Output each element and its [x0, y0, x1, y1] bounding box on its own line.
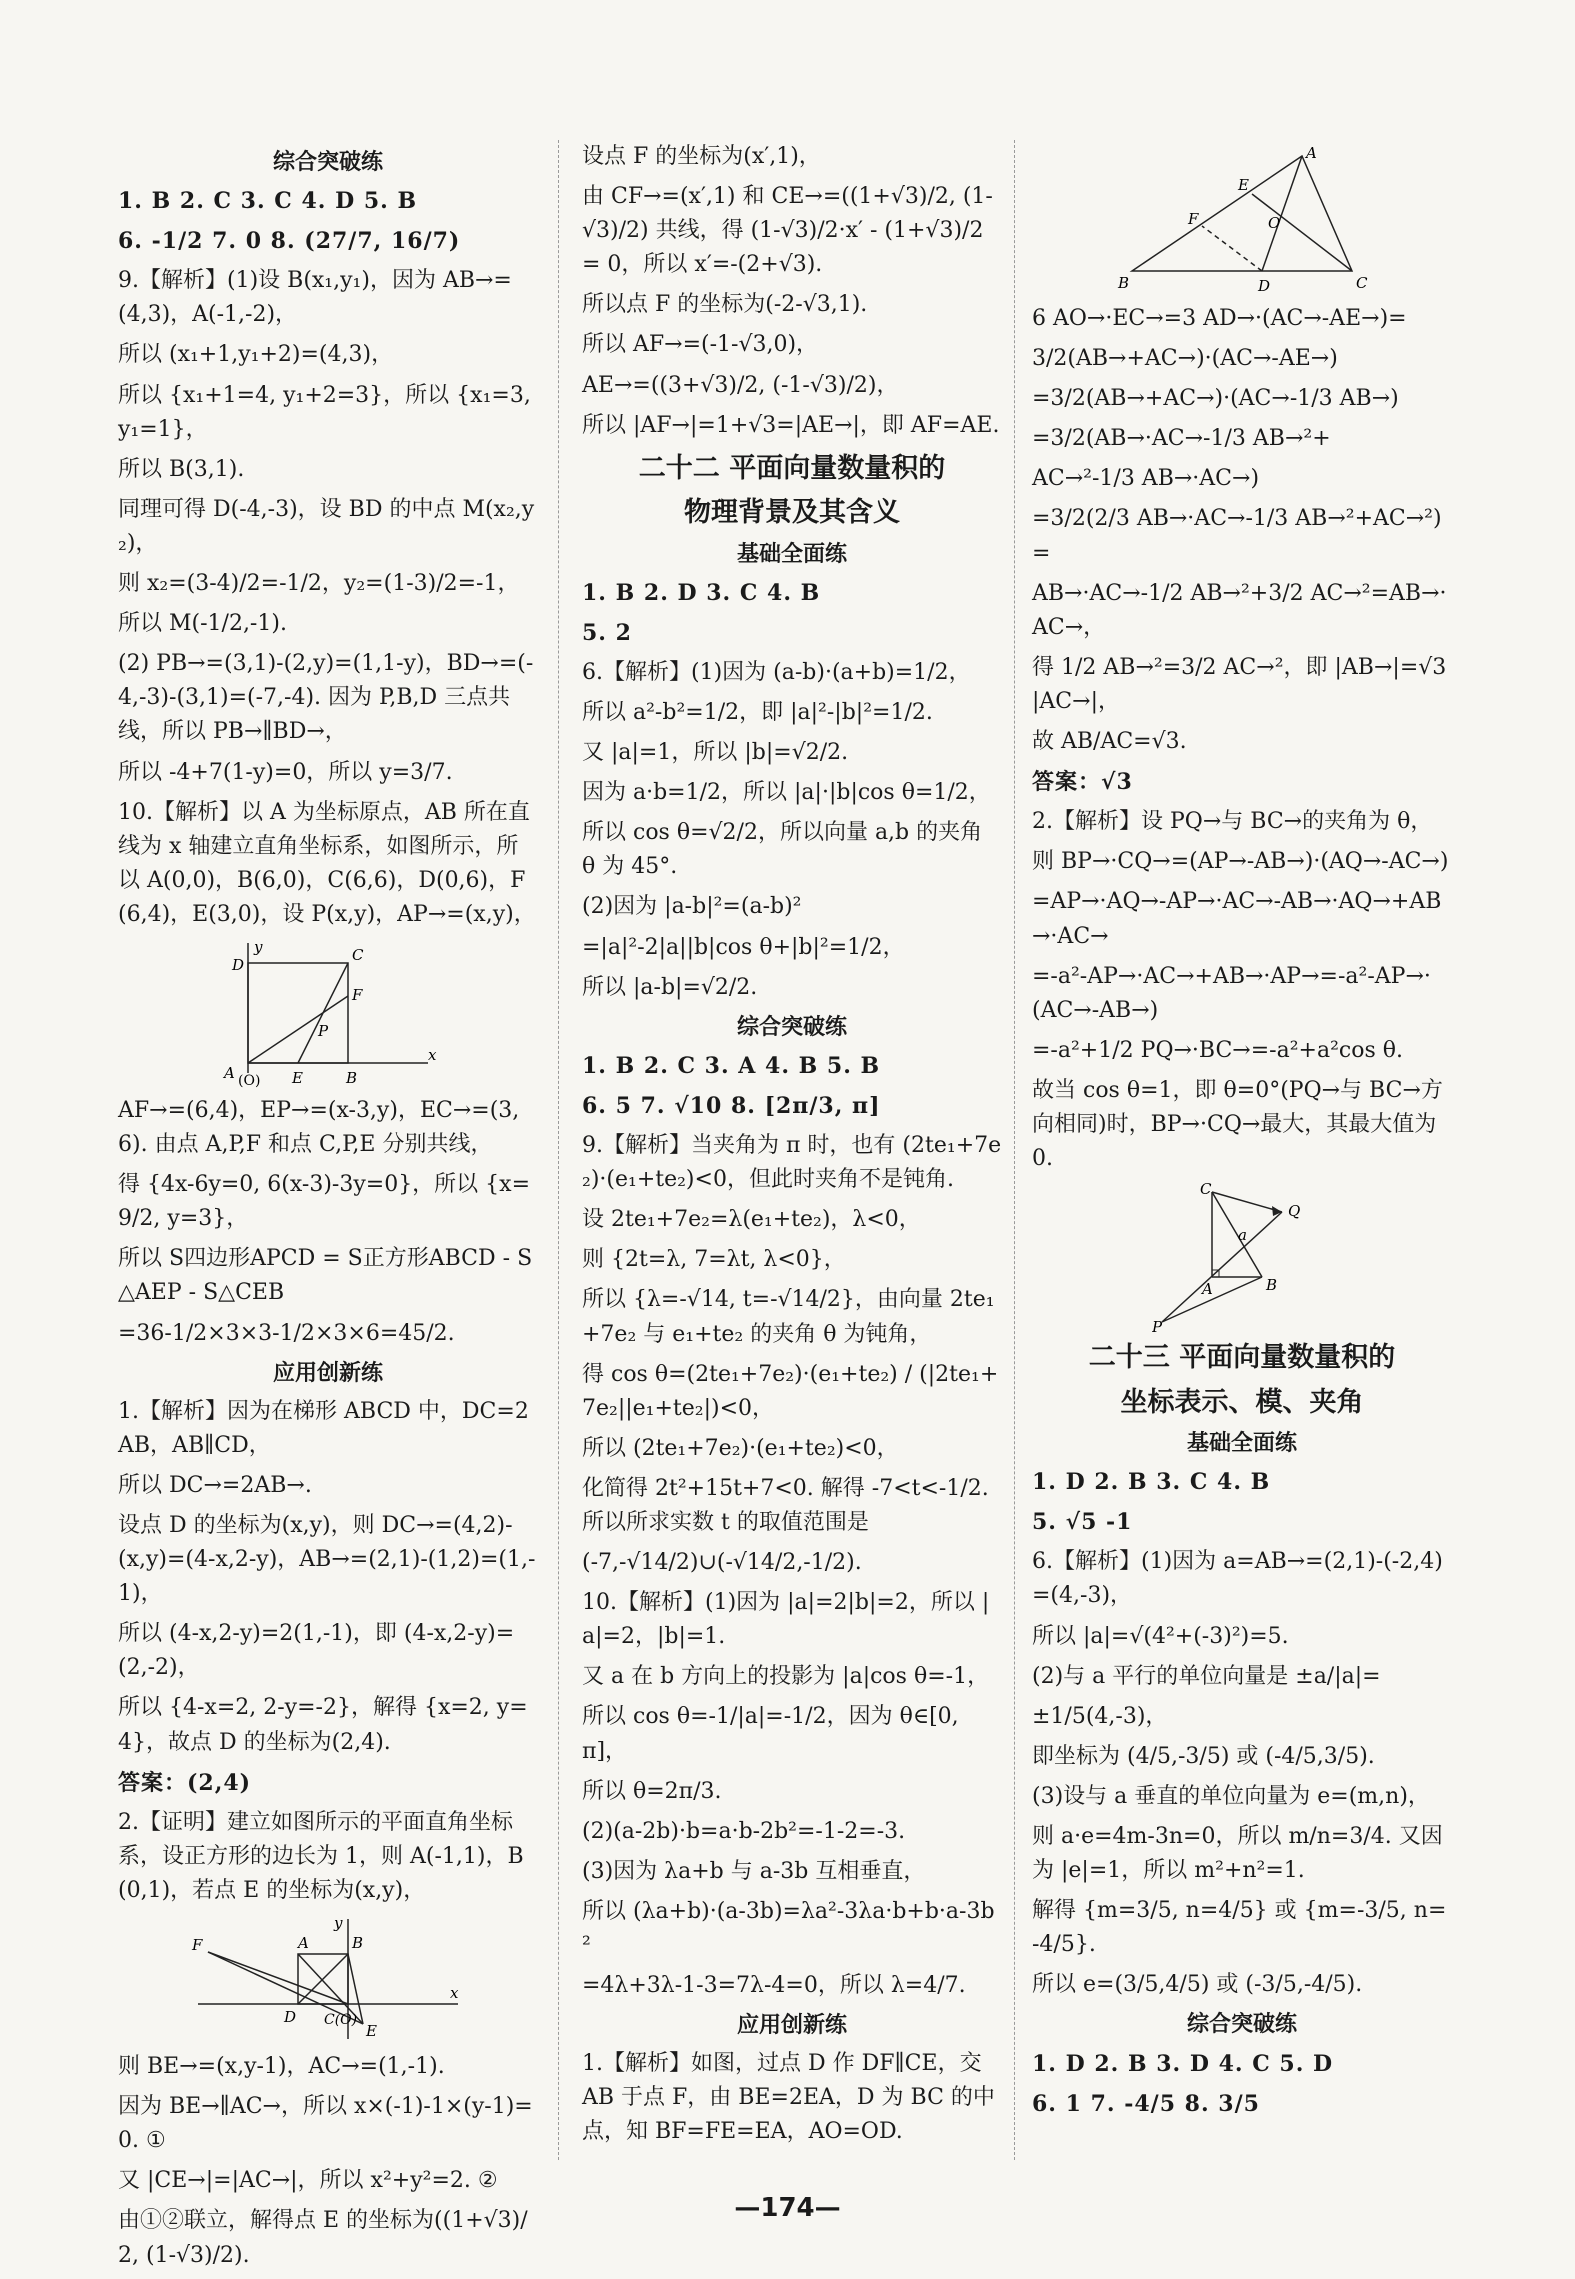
- label-C: C(O): [324, 2012, 358, 2029]
- column-divider: [558, 140, 559, 2160]
- square-figure: [218, 938, 438, 1088]
- q6-line: 6.【解析】(1)因为 (a-b)·(a+b)=1/2，: [582, 659, 971, 685]
- text-line: AC→²-1/3 AB→·AC→): [1032, 466, 1260, 492]
- chapter-title: 二十二 平面向量数量积的: [638, 452, 946, 484]
- triangle-figure: [1112, 146, 1372, 296]
- q10-line: 所以 S四边形APCD = S正方形ABCD - S△AEP - S△CEB: [118, 1246, 533, 1306]
- chapter-subtitle: 坐标表示、模、夹角: [1120, 1386, 1364, 1418]
- label-F: F: [352, 985, 363, 1004]
- q10-line: 10.【解析】以 A 为坐标原点，AB 所在直线为 x 轴建立直角坐标系，如图所示，所以 A(0,0)，B(6,0)，C(6,6)，D(0,6)，F(6,4)，E(3,0)，设 P(x,y)，AP→=(x,y)，: [118, 799, 536, 927]
- app2-line: 2.【证明】建立如图所示的平面直角坐标系，设正方形的边长为 1，则 A(-1,1)，B(0,1)，若点 E 的坐标为(x,y)，: [118, 1809, 524, 1903]
- q6-line: 6.【解析】(1)因为 a=AB→=(2,1)-(-2,4)=(4,-3)，: [1032, 1549, 1443, 1609]
- q10-line: (3)因为 λa+b 与 a-3b 互相垂直，: [582, 1858, 926, 1884]
- label-F: F: [1188, 210, 1199, 228]
- text-line: AB→·AC→-1/2 AB→²+3/2 AC→²=AB→·AC→，: [1032, 580, 1447, 640]
- q6-line: 解得 {m=3/5, n=4/5} 或 {m=-3/5, n=-4/5}.: [1032, 1898, 1447, 1958]
- answers: 1. B 2. C 3. A 4. B 5. B: [582, 1052, 881, 1079]
- label-Q: Q: [1288, 1202, 1301, 1221]
- label-D: D: [284, 2008, 297, 2027]
- q9-line: (2) PB→=(3,1)-(2,y)=(1,1-y)，BD→=(-4,-3)-(3,1)=(-7,-4). 因为 P,B,D 三点共线，所以 PB→∥BD→，: [118, 651, 534, 745]
- q9-line: 所以 (x₁+1,y₁+2)=(4,3)，: [118, 342, 394, 368]
- answers: 1. D 2. B 3. C 4. B: [1032, 1469, 1271, 1496]
- q2-line: 2.【解析】设 PQ→与 BC→的夹角为 θ，: [1032, 809, 1433, 835]
- q10-line: =4λ+3λ-1-3=7λ-4=0，所以 λ=4/7.: [582, 1973, 966, 1999]
- q6-line: (2)与 a 平行的单位向量是 ±a/|a|=: [1032, 1663, 1381, 1689]
- app2-line: 又 |CE→|=|AC→|，所以 x²+y²=2. ②: [118, 2168, 498, 2194]
- column-3: [1032, 140, 1452, 2127]
- q6-line: 所以 e=(3/5,4/5) 或 (-3/5,-4/5).: [1032, 1972, 1363, 1998]
- q10-line: 所以 cos θ=-1/|a|=-1/2，因为 θ∈[0,π]，: [582, 1704, 959, 1764]
- label-C: C: [1356, 274, 1368, 292]
- answers: 1. B 2. C 3. C 4. D 5. B: [118, 188, 418, 215]
- text-line: 6 AO→·EC→=3 AD→·(AC→-AE→)=: [1032, 306, 1407, 331]
- label-C: C: [1200, 1182, 1212, 1199]
- q6-line: ±1/5(4,-3)，: [1032, 1703, 1168, 1729]
- q9-line: 所以 (2te₁+7e₂)·(e₁+te₂)<0，: [582, 1435, 899, 1461]
- label-B: B: [346, 1068, 358, 1087]
- chapter-subtitle: 物理背景及其含义: [684, 497, 900, 529]
- label-A: A: [1202, 1280, 1213, 1299]
- label-y: y: [254, 937, 263, 956]
- q6-line: 所以 |a-b|=√2/2.: [582, 974, 758, 1000]
- q9-line: 得 cos θ=(2te₁+7e₂)·(e₁+te₂) / (|2te₁+7e₂||e₁+te₂|)<0，: [582, 1361, 999, 1421]
- section-title: 综合突破练: [272, 150, 383, 175]
- text-line: 由 CF→=(x′,1) 和 CE→=((1+√3)/2, (1-√3)/2) 共线，得 (1-√3)/2·x′ - (1+√3)/2 = 0，所以 x′=-(2+√3).: [582, 184, 993, 278]
- column-divider: [1014, 140, 1015, 2160]
- q10-line: 10.【解析】(1)因为 |a|=2|b|=2，所以 |a|=2，|b|=1.: [582, 1590, 990, 1650]
- label-A: A: [298, 1934, 309, 1953]
- section-title: 综合突破练: [736, 1014, 847, 1040]
- label-D: D: [1258, 277, 1271, 295]
- label-O: (O): [238, 1072, 261, 1088]
- q10-line: 所以 (λa+b)·(a-3b)=λa²-3λa·b+b·a-3b²: [582, 1898, 995, 1958]
- q9-line: 所以 M(-1/2,-1).: [118, 611, 287, 637]
- q10-line: 又 a 在 b 方向上的投影为 |a|cos θ=-1，: [582, 1664, 990, 1690]
- q6-line: (3)设与 a 垂直的单位向量为 e=(m,n)，: [1032, 1783, 1430, 1809]
- column-1: [118, 140, 538, 2279]
- app1-line: 设点 D 的坐标为(x,y)，则 DC→=(4,2)-(x,y)=(4-x,2-y)，AB→=(2,1)-(1,2)=(1,-1)，: [118, 1513, 536, 1607]
- q9-line: (-7,-√14/2)∪(-√14/2,-1/2).: [582, 1550, 862, 1576]
- text-line: AE→=((3+√3)/2, (-1-√3)/2)，: [582, 372, 899, 398]
- q6-line: 即坐标为 (4/5,-3/5) 或 (-4/5,3/5).: [1032, 1743, 1375, 1769]
- q9-line: 9.【解析】(1)设 B(x₁,y₁)，因为 AB→=(4,3)，A(-1,-2)，: [118, 268, 512, 328]
- q2-line: 故当 cos θ=1，即 θ=0°(PQ→与 BC→方向相同)时，BP→·CQ→最大，其最大值为 0.: [1032, 1077, 1443, 1172]
- q9-line: 9.【解析】当夹角为 π 时，也有 (2te₁+7e₂)·(e₁+te₂)<0，但此时夹角不是钝角.: [582, 1133, 1002, 1193]
- text-line: 故 AB/AC=√3.: [1032, 729, 1187, 755]
- text-line: 3/2(AB→+AC→)·(AC→-AE→): [1032, 346, 1338, 372]
- answers: 5. √5 -1: [1032, 1509, 1133, 1536]
- text-line: 设点 F 的坐标为(x′,1)，: [582, 144, 821, 169]
- answers: 1. B 2. D 3. C 4. B: [582, 579, 821, 606]
- q9-line: 所以 -4+7(1-y)=0，所以 y=3/7.: [118, 759, 453, 785]
- q6-line: 所以 |a|=√(4²+(-3)²)=5.: [1032, 1623, 1289, 1649]
- text-line: =3/2(AB→+AC→)·(AC→-1/3 AB→): [1032, 386, 1399, 412]
- app1-line: 所以 DC→=2AB→.: [118, 1472, 312, 1498]
- q9-line: 所以 {λ=-√14, t=-√14/2}，由向量 2te₁+7e₂ 与 e₁+te₂ 的夹角 θ 为钝角，: [582, 1287, 995, 1347]
- label-O: O: [1268, 214, 1281, 232]
- label-B: B: [1266, 1276, 1278, 1295]
- chapter-title: 二十三 平面向量数量积的: [1088, 1342, 1396, 1374]
- text-line: =3/2(2/3 AB→·AC→-1/3 AB→²+AC→²)=: [1032, 506, 1442, 566]
- label-B: B: [352, 1934, 364, 1953]
- q10-line: 得 {4x-6y=0, 6(x-3)-3y=0}，所以 {x=9/2, y=3}，: [118, 1172, 531, 1232]
- section-title: 应用创新练: [272, 1360, 383, 1386]
- q10-line: =36-1/2×3×3-1/2×3×6=45/2.: [118, 1320, 455, 1346]
- page-number: —174—: [734, 2193, 841, 2223]
- label-E: E: [1238, 176, 1249, 194]
- label-P: P: [318, 1021, 329, 1040]
- answers: 5. 2: [582, 619, 632, 646]
- label-F: F: [192, 1936, 203, 1955]
- app1-line: 1.【解析】因为在梯形 ABCD 中，DC=2AB，AB∥CD，: [118, 1398, 529, 1458]
- section-title: 综合突破练: [1186, 2012, 1297, 2038]
- answer-line: 答案：(2,4): [118, 1769, 252, 1796]
- label-A: A: [1306, 146, 1317, 162]
- q2-line: 则 BP→·CQ→=(AP→-AB→)·(AQ→-AC→): [1032, 849, 1449, 875]
- text-line: =3/2(AB→·AC→-1/3 AB→²+: [1032, 426, 1331, 452]
- square-figure-2: [188, 1914, 468, 2044]
- q6-line: =|a|²-2|a||b|cos θ+|b|²=1/2，: [582, 934, 905, 960]
- answers: 6. 5 7. √10 8. [2π/3, π]: [582, 1092, 881, 1119]
- label-B: B: [1118, 274, 1130, 292]
- section-title: 应用创新练: [736, 2013, 847, 2039]
- app1-line: 1.【解析】如图，过点 D 作 DF∥CE，交 AB 于点 F，由 BE=2EA，D 为 BC 的中点，知 BF=FE=EA，AO=OD.: [582, 2051, 995, 2145]
- q9-line: 所以 B(3,1).: [118, 456, 245, 482]
- q9-line: 则 x₂=(3-4)/2=-1/2，y₂=(1-3)/2=-1，: [118, 571, 520, 597]
- label-A: A: [224, 1063, 235, 1082]
- vector-figure: [1152, 1182, 1332, 1332]
- answer-line: 答案：√3: [1032, 769, 1133, 796]
- q2-line: =AP→·AQ→-AP→·AC→-AB→·AQ→+AB→·AC→: [1032, 889, 1442, 949]
- q6-line: (2)因为 |a-b|²=(a-b)²: [582, 894, 802, 920]
- q9-line: 化简得 2t²+15t+7<0. 解得 -7<t<-1/2. 所以所求实数 t 的取值范围是: [582, 1475, 989, 1535]
- q10-line: (2)(a-2b)·b=a·b-2b²=-1-2=-3.: [582, 1818, 906, 1844]
- label-E: E: [292, 1068, 303, 1087]
- label-D: D: [232, 955, 245, 974]
- section-title: 基础全面练: [736, 541, 847, 567]
- answers: 6. -1/2 7. 0 8. (27/7, 16/7): [118, 228, 461, 255]
- q6-line: 又 |a|=1，所以 |b|=√2/2.: [582, 740, 849, 766]
- q9-line: 所以 {x₁+1=4, y₁+2=3}，所以 {x₁=3, y₁=1}，: [118, 382, 531, 442]
- q9-line: 同理可得 D(-4,-3)，设 BD 的中点 M(x₂,y₂)，: [118, 496, 535, 556]
- app1-line: 所以 (4-x,2-y)=2(1,-1)，即 (4-x,2-y)=(2,-2)，: [118, 1621, 515, 1681]
- q6-line: 因为 a·b=1/2，所以 |a|·|b|cos θ=1/2，: [582, 780, 991, 806]
- label-C: C: [352, 945, 364, 964]
- text-line: 所以 |AF→|=1+√3=|AE→|，即 AF=AE.: [582, 412, 1000, 438]
- q2-line: =-a²-AP→·AC→+AB→·AP→=-a²-AP→·(AC→-AB→): [1032, 963, 1431, 1023]
- label-E: E: [366, 2022, 377, 2041]
- column-2: [582, 140, 1002, 2156]
- label-x: x: [450, 1984, 459, 2003]
- answers: 6. 1 7. -4/5 8. 3/5: [1032, 2090, 1260, 2117]
- text-line: 得 1/2 AB→²=3/2 AC→²，即 |AB→|=√3|AC→|，: [1032, 654, 1447, 714]
- label-y: y: [334, 1914, 343, 1933]
- text-line: 所以点 F 的坐标为(-2-√3,1).: [582, 292, 868, 318]
- q10-line: AF→=(6,4)，EP→=(x-3,y)，EC→=(3,6). 由点 A,P,F 和点 C,P,E 分别共线，: [118, 1097, 520, 1158]
- q6-line: 所以 cos θ=√2/2，所以向量 a,b 的夹角 θ 为 45°.: [582, 820, 983, 880]
- app2-line: 因为 BE→∥AC→，所以 x×(-1)-1×(y-1)=0. ①: [118, 2094, 533, 2154]
- app2-line: 由①②联立，解得点 E 的坐标为((1+√3)/2, (1-√3)/2).: [118, 2208, 528, 2268]
- section-title: 基础全面练: [1186, 1431, 1297, 1457]
- q10-line: 所以 θ=2π/3.: [582, 1778, 722, 1804]
- q9-line: 则 {2t=λ, 7=λt, λ<0}，: [582, 1247, 846, 1273]
- app2-line: 则 BE→=(x,y-1)，AC→=(1,-1).: [118, 2054, 445, 2080]
- label-P: P: [1152, 1318, 1163, 1333]
- answers: 1. D 2. B 3. D 4. C 5. D: [1032, 2050, 1334, 2077]
- q9-line: 设 2te₁+7e₂=λ(e₁+te₂)，λ<0，: [582, 1207, 921, 1233]
- q6-line: 则 a·e=4m-3n=0，所以 m/n=3/4. 又因为 |e|=1，所以 m²+n²=1.: [1032, 1823, 1443, 1884]
- label-x: x: [428, 1045, 437, 1064]
- q6-line: 所以 a²-b²=1/2，即 |a|²-|b|²=1/2.: [582, 700, 933, 725]
- app1-line: 所以 {4-x=2, 2-y=-2}，解得 {x=2, y=4}，故点 D 的坐标为(2,4).: [118, 1695, 528, 1755]
- label-a: a: [1238, 1226, 1247, 1245]
- text-line: 所以 AF→=(-1-√3,0)，: [582, 332, 819, 358]
- q2-line: =-a²+1/2 PQ→·BC→=-a²+a²cos θ.: [1032, 1037, 1404, 1063]
